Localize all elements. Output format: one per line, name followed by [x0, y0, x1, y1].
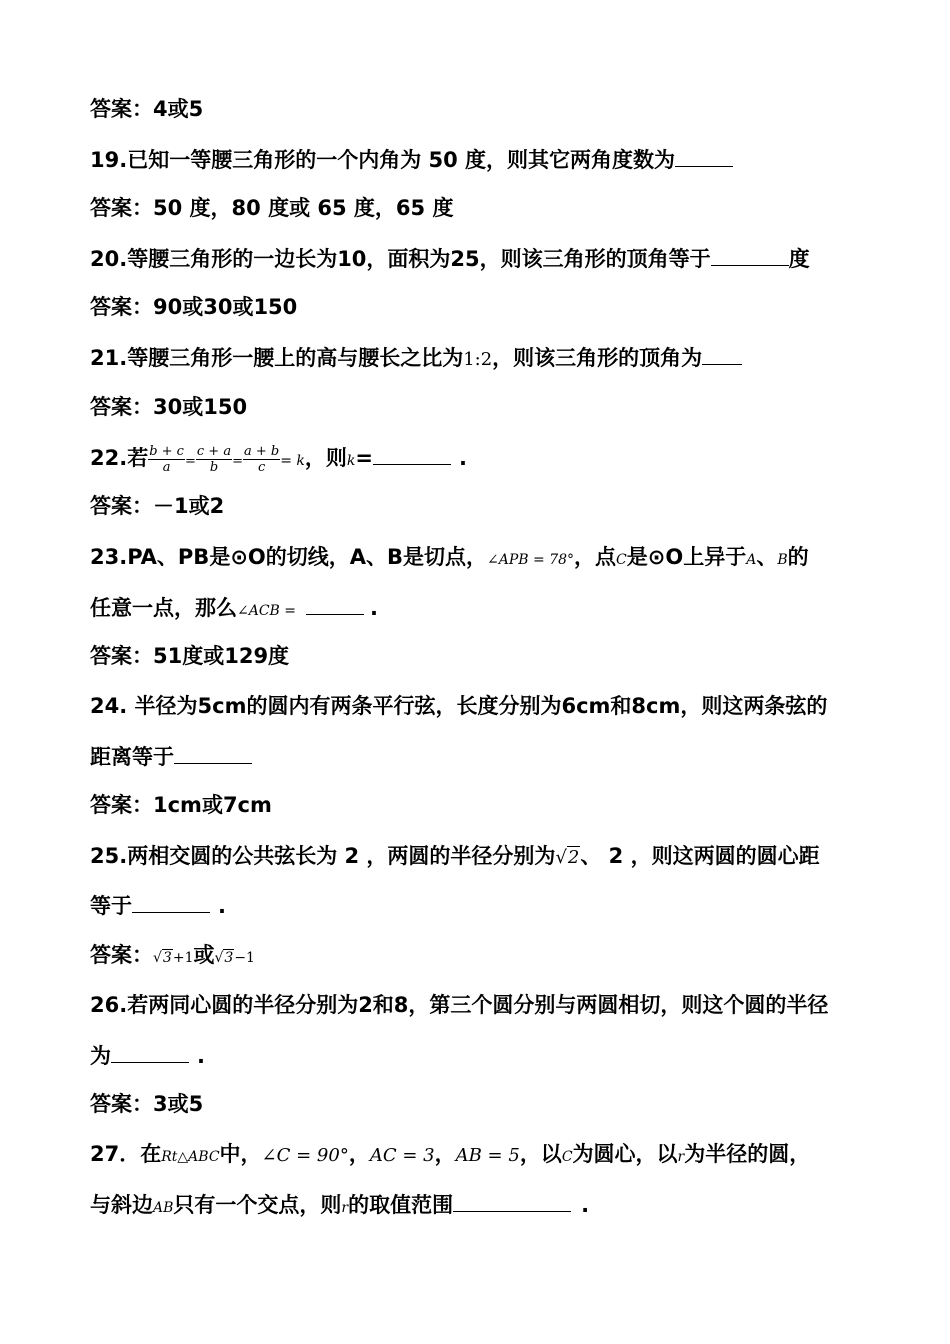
fraction: $\frac{a + b}{c}$ [243, 443, 280, 475]
question-22: 22.若 $\frac{b + c}{a}$ = $\frac{c + a}{b}$ = $\frac{a + b}{c}$ = k，则k= . [90, 443, 467, 475]
answer-blank [711, 243, 789, 266]
question-23-line-1: 23.PA、PB是⊙O的切线，A、B是切点，∠APB = 78°，点C是⊙O上异于A、B的 [90, 545, 809, 569]
answer-20: 答案：90或30或150 [90, 295, 298, 319]
answer-blank [373, 442, 451, 465]
answer-blank [306, 592, 364, 615]
answer-blank [453, 1189, 571, 1212]
question-24-line-1: 24. 半径为5cm的圆内有两条平行弦，长度分别为6cm和8cm，则这两条弦的 [90, 694, 828, 718]
question-27-line-2: 与斜边AB只有一个交点，则r的取值范围 . [90, 1189, 589, 1219]
sqrt-expression: √2 [555, 847, 580, 868]
answer-23: 答案：51度或129度 [90, 644, 290, 668]
answer-19: 答案：50 度，80 度或 65 度，65 度 [90, 196, 454, 220]
question-25-line-2: 等于 . [90, 890, 226, 920]
question-24-line-2: 距离等于 [90, 741, 252, 771]
answer-blank [174, 741, 252, 764]
question-25-line-1: 25.两相交圆的公共弦长为 2 ，两圆的半径分别为√2、 2 ，则这两圆的圆心距 [90, 844, 820, 868]
question-21: 21.等腰三角形一腰上的高与腰长之比为1:2，则该三角形的顶角为 [90, 342, 742, 372]
answer-21: 答案：30或150 [90, 395, 248, 419]
answer-18: 答案：4或5 [90, 97, 204, 121]
question-26-line-1: 26.若两同心圆的半径分别为2和8，第三个圆分别与两圆相切，则这个圆的半径 [90, 993, 829, 1017]
question-26-line-2: 为 . [90, 1040, 205, 1070]
fraction: $\frac{c + a}{b}$ [196, 443, 232, 475]
question-23-line-2: 任意一点，那么∠ACB = . [90, 592, 378, 622]
sqrt-expression: √3+1 [153, 950, 194, 966]
answer-24: 答案：1cm或7cm [90, 793, 272, 817]
answer-blank [132, 890, 210, 913]
answer-26: 答案：3或5 [90, 1092, 204, 1116]
answer-blank [702, 342, 742, 365]
answer-25: 答案：√3+1或√3−1 [90, 943, 255, 967]
question-20: 20.等腰三角形的一边长为10，面积为25，则该三角形的顶角等于 度 [90, 243, 810, 273]
fraction: $\frac{b + c}{a}$ [149, 443, 184, 475]
answer-22: 答案：－1或2 [90, 494, 225, 518]
answer-blank [675, 144, 733, 167]
question-19: 19.已知一等腰三角形的一个内角为 50 度，则其它两角度数为 [90, 144, 733, 174]
answer-blank [111, 1040, 189, 1063]
sqrt-expression: √3−1 [214, 950, 255, 966]
question-27-line-1: 27．在Rt△ABC中，∠C = 90°，AC = 3，AB = 5，以C为圆心，以r为半径的圆， [90, 1142, 811, 1166]
